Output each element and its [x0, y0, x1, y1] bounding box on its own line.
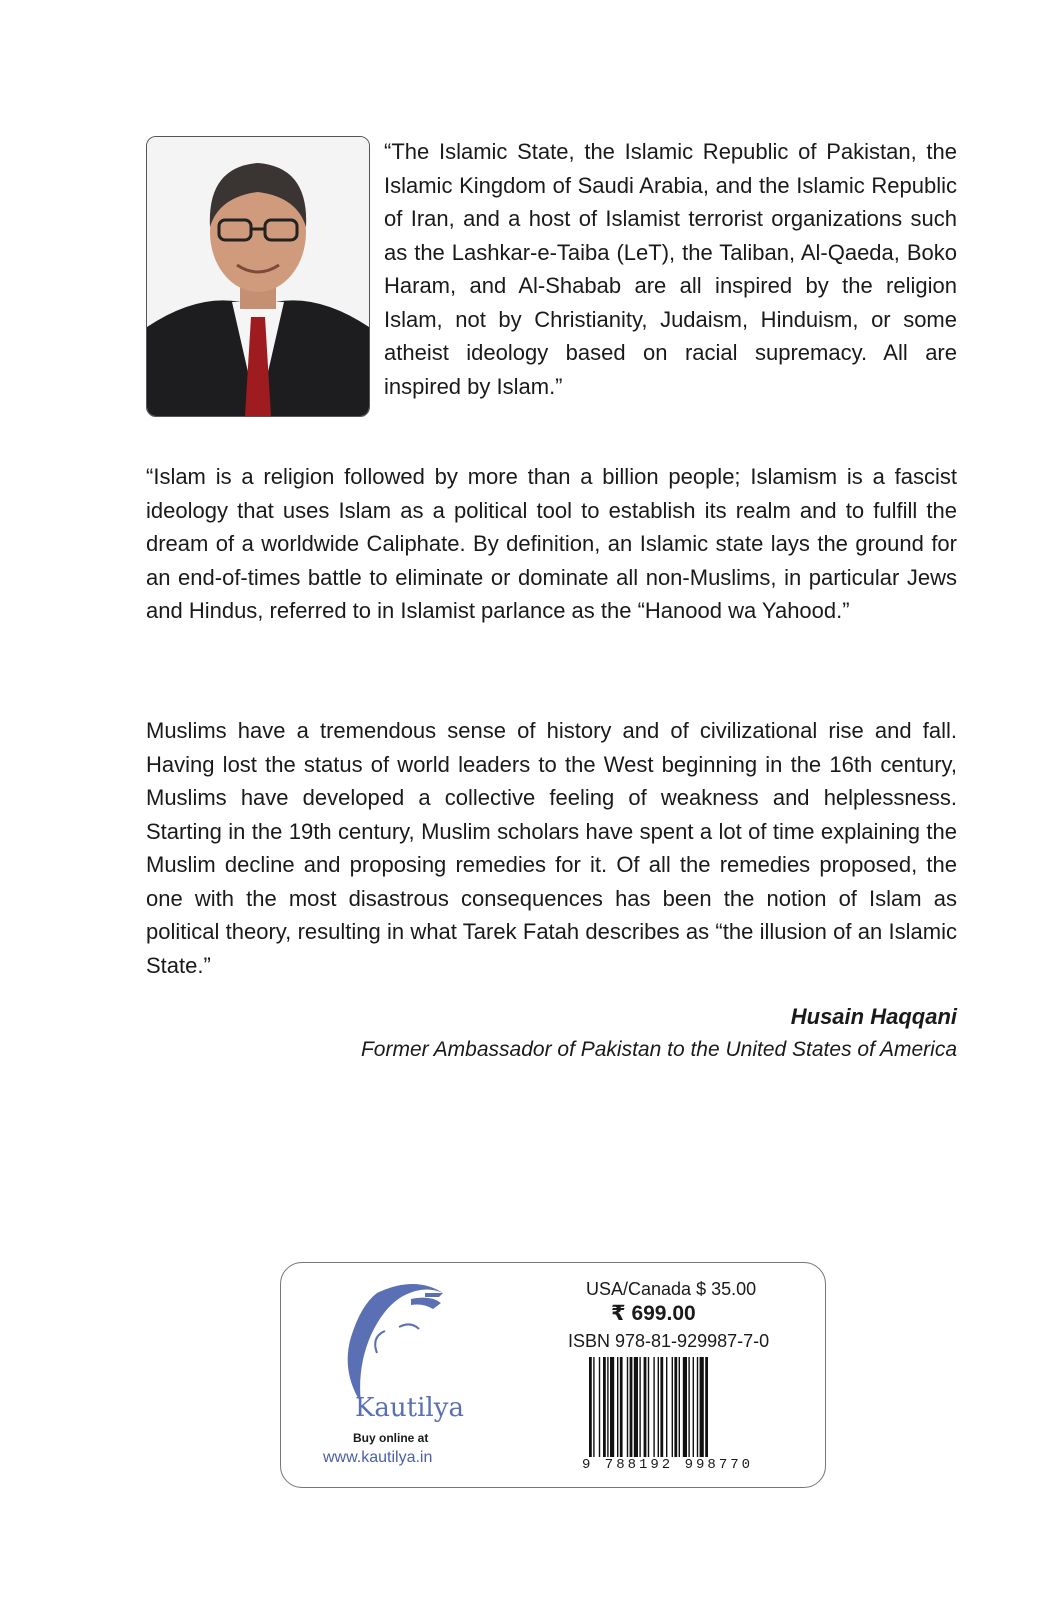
- barcode-bar: [610, 1357, 614, 1457]
- publisher-name: Kautilya: [355, 1393, 464, 1423]
- barcode-bar: [599, 1357, 600, 1457]
- barcode: [589, 1357, 747, 1457]
- barcode-bar: [589, 1357, 592, 1457]
- barcode-bar: [620, 1357, 623, 1457]
- barcode-bar: [648, 1357, 649, 1457]
- barcode-bar: [672, 1357, 673, 1457]
- barcode-bar: [593, 1357, 594, 1457]
- barcode-bar: [700, 1357, 704, 1457]
- barcode-bar: [627, 1357, 628, 1457]
- top-quote: “The Islamic State, the Islamic Republic of Pakistan, the Islamic Kingdom of Saudi Arabia, and the Islamic Republic of Iran, and a host of Islamist terrorist organizations such as the Lashkar-e-Taiba (LeT), the Taliban, Al-Qaeda, Boko Haram, and Al-Shabab are all inspired by the religion Islam, not by Christianity, Judaism, Hinduism, or some atheist ideology based on racial supremacy. All are inspired by Islam.”: [384, 139, 957, 399]
- barcode-bar: [674, 1357, 677, 1457]
- isbn-number: ISBN 978-81-929987-7-0: [568, 1331, 770, 1351]
- barcode-bar: [705, 1357, 708, 1457]
- barcode-bar: [683, 1357, 687, 1457]
- publisher-info-box: [280, 1262, 826, 1488]
- barcode-bar: [603, 1357, 606, 1457]
- barcode-bar: [630, 1357, 633, 1457]
- barcode-bar: [634, 1357, 638, 1457]
- barcode-bar: [660, 1357, 663, 1457]
- author-photo: [146, 136, 370, 417]
- barcode-bar: [644, 1357, 647, 1457]
- barcode-bar: [666, 1357, 667, 1457]
- barcode-bar: [693, 1357, 694, 1457]
- price-inr: ₹ 699.00: [611, 1302, 696, 1325]
- buy-online-text: Buy online at: [353, 1431, 429, 1445]
- barcode-bar: [697, 1357, 698, 1457]
- barcode-bar: [653, 1357, 654, 1457]
- barcode-bar: [679, 1357, 680, 1457]
- barcode-bar: [617, 1357, 618, 1457]
- price-usd: USA/Canada $ 35.00: [586, 1279, 757, 1299]
- endorser-title: Former Ambassador of Pakistan to the United States of America: [360, 1038, 957, 1061]
- barcode-bar: [639, 1357, 640, 1457]
- barcode-bar: [607, 1357, 608, 1457]
- endorsement-text: Muslims have a tremendous sense of history and of civilizational rise and fall. Having lost the status of world leaders to the West beginning in the 16th century, Muslims have developed a collective feeling of weakness and helplessness. Starting in the 19th century, Muslim scholars have spent a lot of time explaining the Muslim decline and proposing remedies for it. Of all the remedies proposed, the one with the most disastrous consequences has been the notion of Islam as political theory, resulting in what Tarek Fatah describes as “the illusion of an Islamic State.”: [146, 718, 957, 978]
- middle-quote: “Islam is a religion followed by more than a billion people; Islamism is a fascist ideology that uses Islam as a political tool to establish its realm and to fulfill the dream of a worldwide Caliphate. By definition, an Islamic state lays the ground for an end-of-times battle to eliminate or dominate all non-Muslims, in particular Jews and Hindus, referred to in Islamist parlance as the “Hanood wa Yahood.”: [146, 464, 957, 623]
- endorser-name: Husain Haqqani: [790, 1004, 957, 1029]
- barcode-bar: [658, 1357, 659, 1457]
- barcode-digits: 9 788192 998770: [582, 1457, 754, 1473]
- publisher-url[interactable]: www.kautilya.in: [323, 1449, 433, 1466]
- barcode-bar: [688, 1357, 689, 1457]
